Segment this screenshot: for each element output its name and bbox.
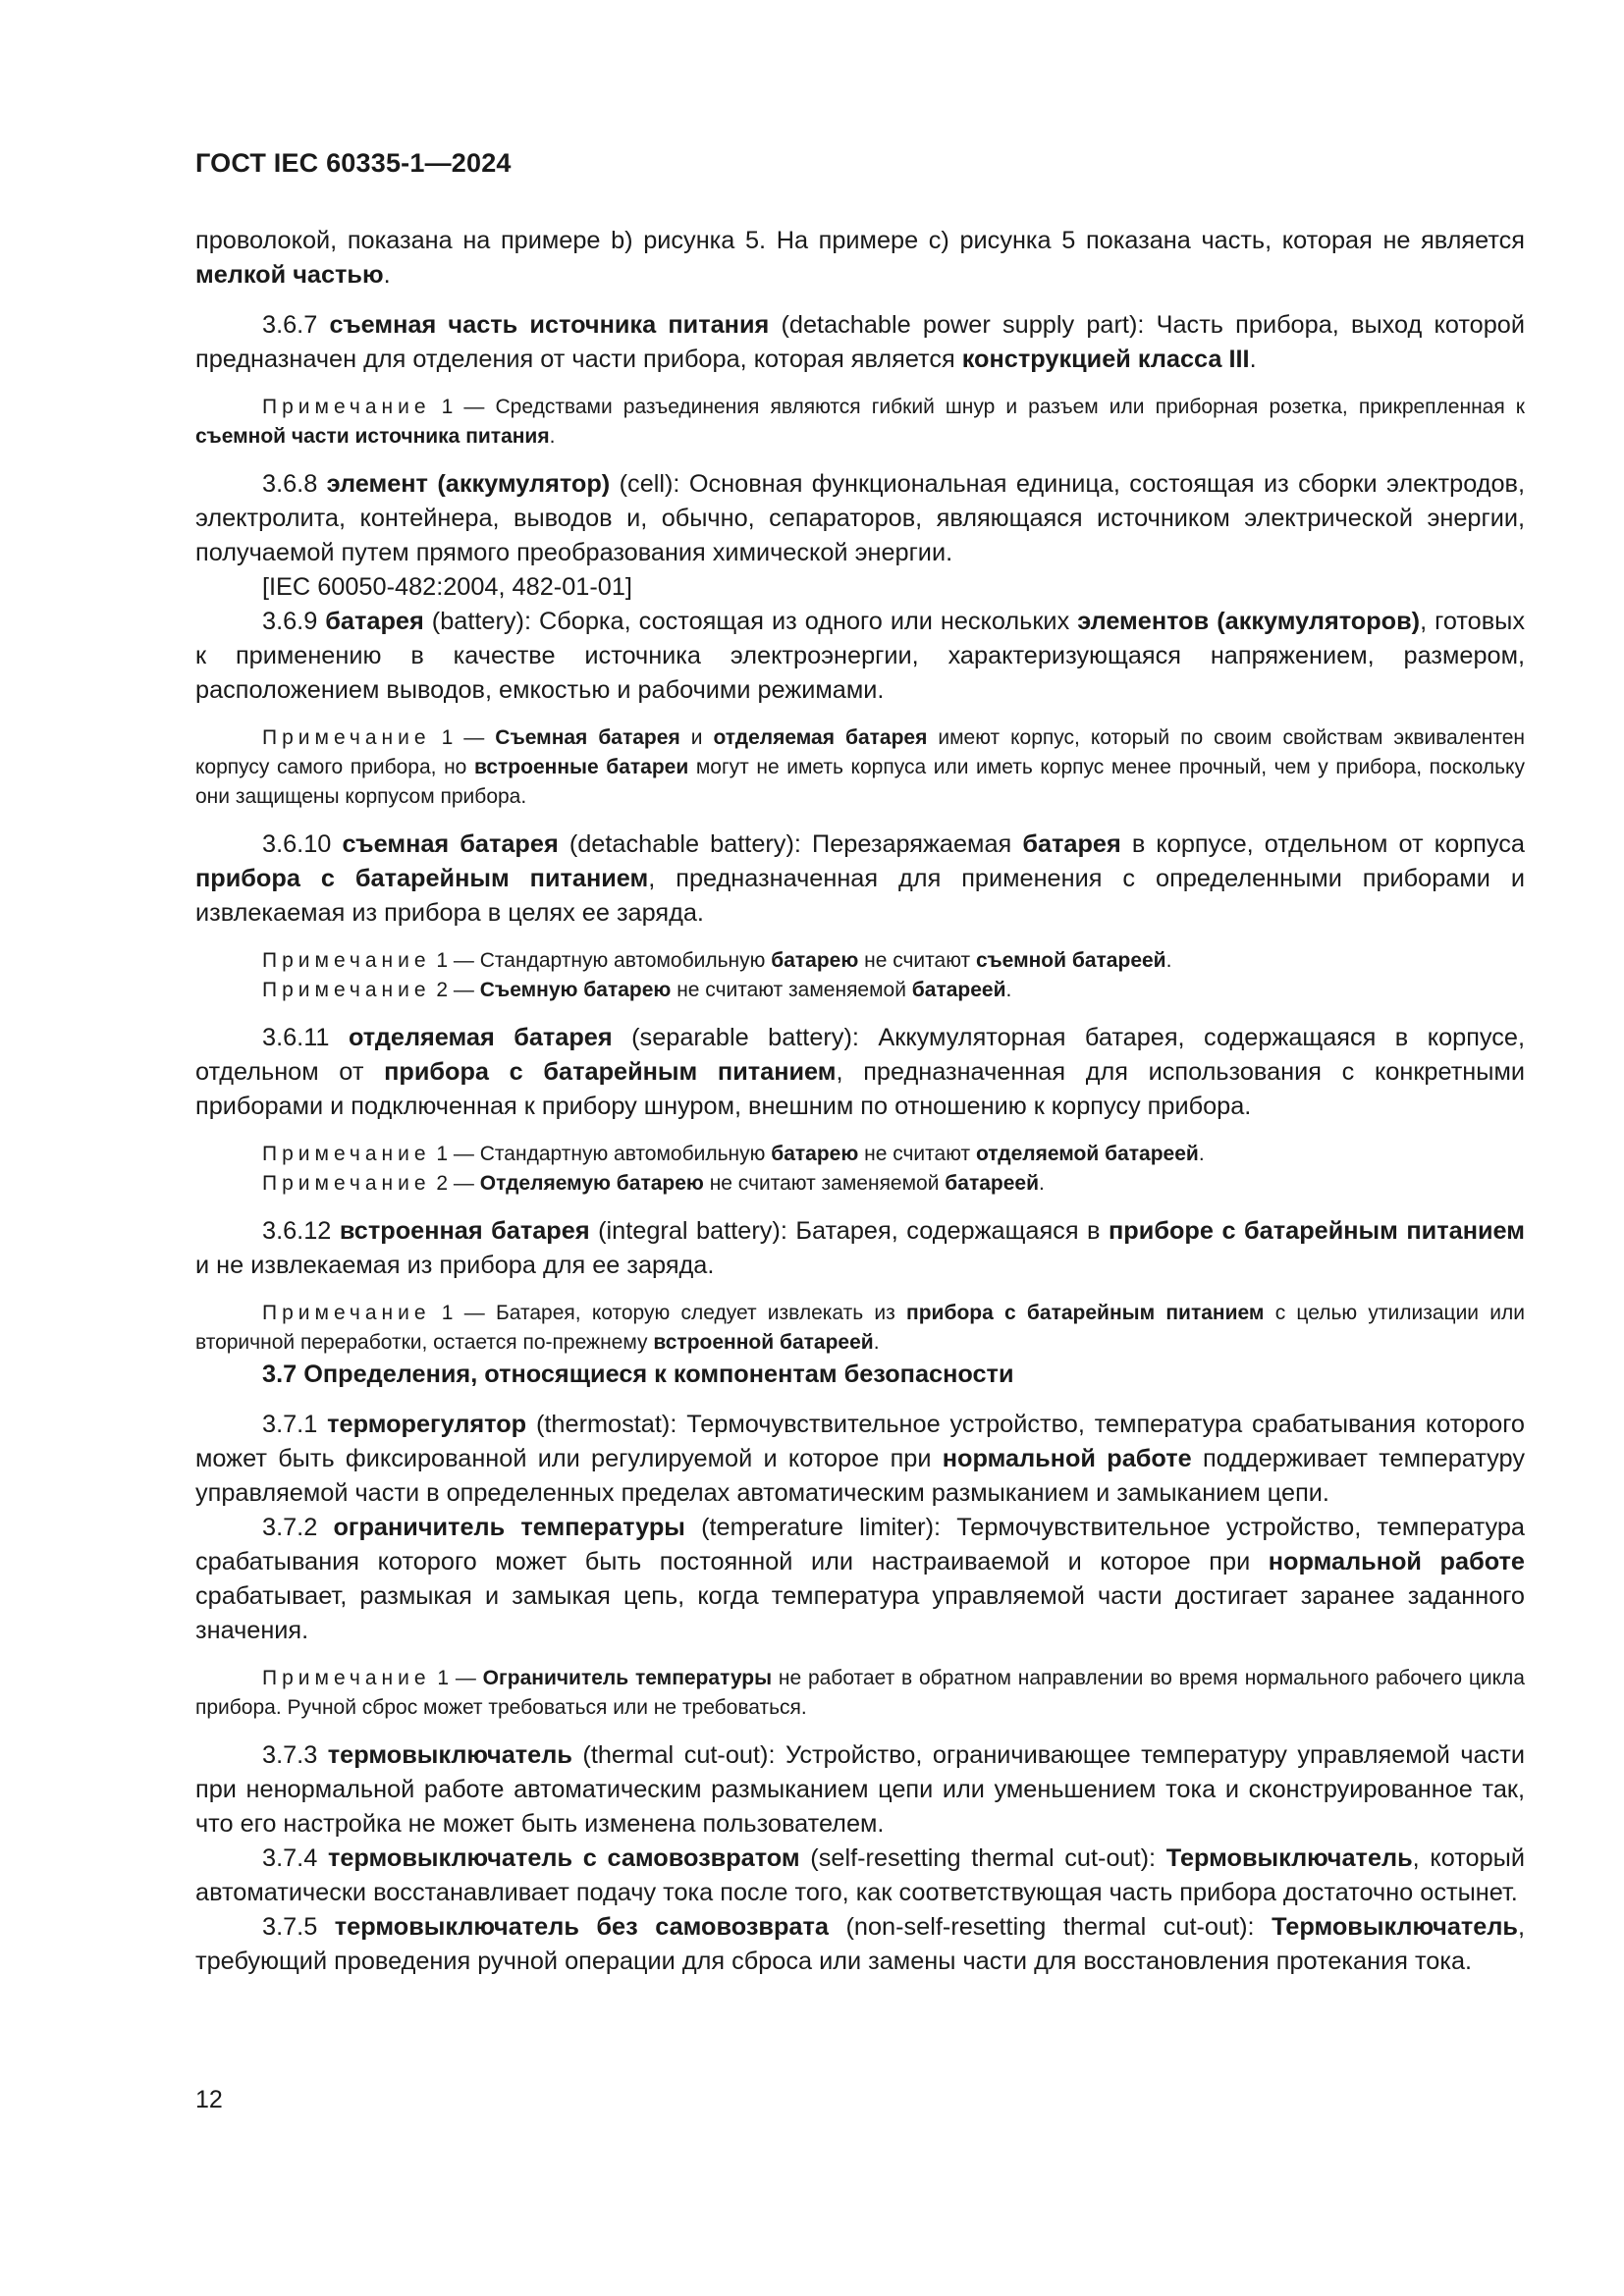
note-3-6-11-2: Примечание 2 — Отделяемую батарею не считают заменяемой батареей. xyxy=(262,1172,1045,1195)
reference-3-6-8: [IEC 60050-482:2004, 482-01-01] xyxy=(262,573,632,601)
definition-3-7-3: 3.7.3 термовыключатель (thermal cut-out): Устройство, ограничивающее температуру управляемой части при ненормальной работе автоматическим размыканием цепи или уменьшением тока и сконструированное так, что его настройка не может быть изменена пользователем. xyxy=(195,1741,1525,1838)
document-body xyxy=(195,224,1525,1979)
definition-3-6-12: 3.6.12 встроенная батарея (integral battery): Батарея, содержащаяся в приборе с батарейным питанием и не извлекаемая из прибора для ее заряда. xyxy=(195,1217,1525,1279)
section-heading-3-7: 3.7 Определения, относящиеся к компонентам безопасности xyxy=(262,1361,1014,1388)
note-3-6-10-1: Примечание 1 — Стандартную автомобильную батарею не считают съемной батареей. xyxy=(262,949,1172,972)
note-3-6-7-1: Примечание 1 — Средствами разъединения являются гибкий шнур и разъем или приборная розетка, прикрепленная к съемной части источника питания. xyxy=(195,396,1525,448)
definition-3-6-10: 3.6.10 съемная батарея (detachable battery): Перезаряжаемая батарея в корпусе, отдельном от корпуса прибора с батарейным питанием, предназначенная для применения с определенными приборами и извлекаемая из прибора в целях ее заряда. xyxy=(195,830,1525,927)
page-number: 12 xyxy=(195,2086,223,2113)
note-3-6-9-1: Примечание 1 — Съемная батарея и отделяемая батарея имеют корпус, который по своим свойствам эквивалентен корпусу самого прибора, но встроенные батареи могут не иметь корпуса или иметь корпус менее прочный, чем у прибора, поскольку они защищены корпусом прибора. xyxy=(195,726,1526,808)
definition-3-7-5: 3.7.5 термовыключатель без самовозврата (non-self-resetting thermal cut-out): Термовыключатель, требующий проведения ручной операции для сброса или замены части для восстановления протекания тока. xyxy=(195,1913,1526,1975)
definition-3-6-9: 3.6.9 батарея (battery): Сборка, состоящая из одного или нескольких элементов (аккумуляторов), готовых к применению в качестве источника электроэнергии, характеризующаяся напряжением, размером, расположением выводов, емкостью и рабочими режимами. xyxy=(195,608,1525,704)
definition-3-7-1: 3.7.1 терморегулятор (thermostat): Термочувствительное устройство, температура срабатывания которого может быть фиксированной или регулируемой и которое при нормальной работе поддерживает температуру управляемой части в определенных пределах автоматическим размыканием и замыканием цепи. xyxy=(195,1411,1525,1507)
note-3-6-12-1: Примечание 1 — Батарея, которую следует извлекать из прибора с батарейным питанием с целью утилизации или вторичной переработки, остается по-прежнему встроенной батареей. xyxy=(195,1302,1525,1354)
continued-paragraph: проволокой, показана на примере b) рисунка 5. На примере c) рисунка 5 показана часть, которая не является мелкой частью. xyxy=(195,227,1525,289)
definition-3-7-4: 3.7.4 термовыключатель с самовозвратом (self-resetting thermal cut-out): Термовыключатель, который автоматически восстанавливает подачу тока после того, как соответствующая часть прибора достаточно остынет. xyxy=(195,1844,1525,1906)
definition-3-6-8: 3.6.8 элемент (аккумулятор) (cell): Основная функциональная единица, состоящая из сборки электродов, электролита, контейнера, выводов и, обычно, сепараторов, являющаяся источником электрической энергии, получаемой путем прямого преобразования химической энергии. xyxy=(195,470,1526,566)
note-3-6-10-2: Примечание 2 — Съемную батарею не считают заменяемой батареей. xyxy=(262,979,1012,1001)
definition-3-6-11: 3.6.11 отделяемая батарея (separable battery): Аккумуляторная батарея, содержащаяся в корпусе, отдельном от прибора с батарейным питанием, предназначенная для использования с конкретными приборами и подключенная к прибору шнуром, внешним по отношению к корпусу прибора. xyxy=(195,1024,1526,1120)
note-3-6-11-1: Примечание 1 — Стандартную автомобильную батарею не считают отделяемой батареей. xyxy=(262,1143,1205,1165)
definition-3-7-2: 3.7.2 ограничитель температуры (temperature limiter): Термочувствительное устройство, температура срабатывания которого может быть постоянной или настраиваемой и которое при нормальной работе срабатывает, размыкая и замыкая цепь, когда температура управляемой части достигает заранее заданного значения. xyxy=(195,1514,1525,1644)
document-header: ГОСТ IEC 60335-1—2024 xyxy=(195,148,512,178)
note-3-7-2-1: Примечание 1 — Ограничитель температуры не работает в обратном направлении во время нормального рабочего цикла прибора. Ручной сброс может требоваться или не требоваться. xyxy=(195,1667,1525,1719)
definition-3-6-7: 3.6.7 съемная часть источника питания (detachable power supply part): Часть прибора, выход которой предназначен для отделения от части прибора, которая является конструкцией класса III. xyxy=(195,311,1525,373)
